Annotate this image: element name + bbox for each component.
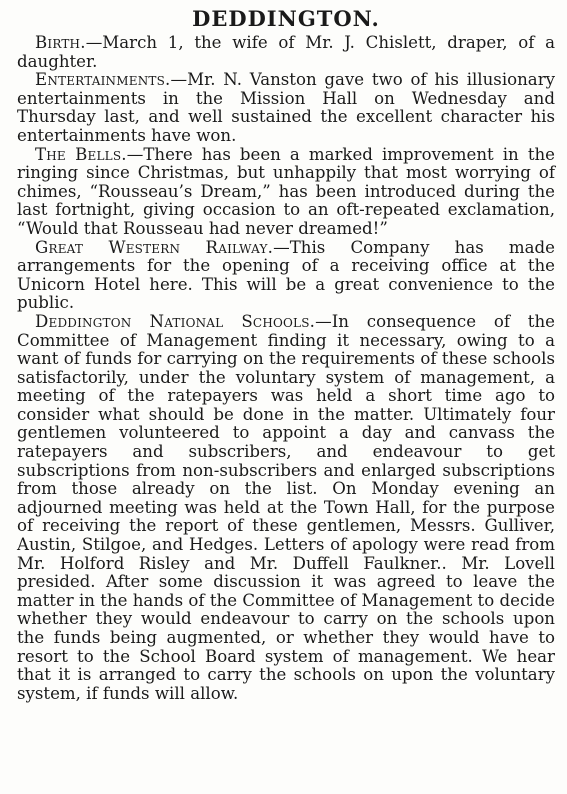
paragraph-birth xyxy=(17,34,555,71)
paragraph-bells xyxy=(17,146,555,239)
paragraph-schools xyxy=(17,313,555,703)
paragraph-lead: The Bells. xyxy=(35,144,127,164)
paragraph-body: —March 1, the wife of Mr. J. Chislett, draper, of a daughter. xyxy=(17,33,555,71)
paragraph-lead: Entertainments. xyxy=(35,70,171,90)
paragraph-body: —Mr. N. Vanston gave two of his illusionary entertainments in the Mission Hall on Wednesday and Thursday last, and well sustained the excellent character his entertainments have won. xyxy=(17,70,555,145)
paragraph-entertainments xyxy=(17,71,555,145)
paragraph-lead: Deddington National Schools. xyxy=(35,311,316,331)
article-title: DEDDINGTON. xyxy=(192,6,380,31)
paragraph-lead: Great Western Railway. xyxy=(35,237,274,257)
paragraph-body: —In consequence of the Committee of Management finding it necessary, owing to a want of funds for carrying on the requirements of these schools satisfactorily, under the voluntary system of management, a meeting of the ratepayers was held a short time ago to consider what should be done in the matter. Ultimately four gentlemen volunteered to appoint a day and canvass the ratepayers and subscribers, and endeavour to get subscriptions from non-subscribers and enlarged subscriptions from those already on the list. On Monday evening an adjourned meeting was held at the Town Hall, for the purpose of receiving the report of these gentlemen, Messrs. Gulliver, Austin, Stilgoe, and Hedges. Letters of apology were read from Mr. Holford Risley and Mr. Duffell Faulkner.. Mr. Lovell presided. After some discussion it was agreed to leave the matter in the hands of the Committee of Management to decide whether they would endeavour to carry on the schools upon the funds being augmented, or whether they would have to resort to the School Board system of management. We hear that it is arranged to carry the schools on upon the voluntary system, if funds will allow. xyxy=(17,311,555,703)
paragraph-body: —This Company has made arrangements for the opening of a receiving office at the Unicorn Hotel here. This will be a great convenience to the public. xyxy=(17,237,555,313)
paragraph-railway xyxy=(17,239,555,313)
paragraph-body: —There has been a marked improvement in the ringing since Christmas, but unhappily that most worrying of chimes, “Rousseau’s Dream,” has been introduced during the last fortnight, giving occasion to an oft-repeated exclamation, “Would that Rousseau had never dreamed!” xyxy=(17,144,555,238)
paragraph-lead: Birth. xyxy=(35,33,86,52)
